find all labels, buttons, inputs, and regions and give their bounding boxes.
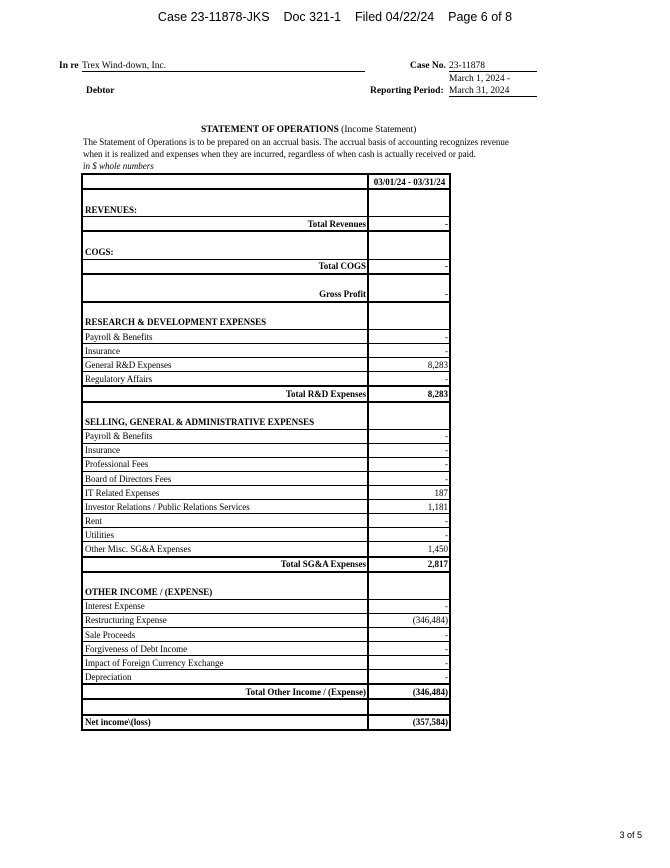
line-item-value: - xyxy=(368,514,450,528)
total-other-value: (346,484) xyxy=(368,684,450,699)
period-column-header: 03/01/24 - 03/31/24 xyxy=(368,174,450,189)
line-item-label: Investor Relations / Public Relations Services xyxy=(82,500,368,514)
table-row xyxy=(82,514,450,528)
statement-title-line xyxy=(83,124,583,136)
period-line-2: March 31, 2024 xyxy=(449,86,537,97)
line-item-value: - xyxy=(368,471,450,485)
revenues-heading-row xyxy=(82,203,450,217)
table-row xyxy=(82,471,450,485)
other-heading: OTHER INCOME / (EXPENSE) xyxy=(82,586,368,600)
table-row xyxy=(82,542,450,557)
cogs-heading: COGS: xyxy=(82,245,368,259)
in-re-label: In re xyxy=(59,61,79,71)
line-item-value: - xyxy=(368,628,450,642)
reporting-period-label: Reporting Period: xyxy=(370,86,444,96)
cogs-heading-row xyxy=(82,245,450,259)
net-income-label: Net income\(loss) xyxy=(82,715,368,730)
description-line-1: The Statement of Operations is to be prepared on an accrual basis. The accrual basis of accounting recognizes revenue xyxy=(83,137,509,147)
revenues-heading: REVENUES: xyxy=(82,203,368,217)
line-item-value: - xyxy=(368,599,450,613)
line-item-label: Interest Expense xyxy=(82,599,368,613)
line-item-value: - xyxy=(368,429,450,443)
total-revenues-value: - xyxy=(368,217,450,232)
total-sga-value: 2,817 xyxy=(368,557,450,572)
line-item-label: General R&D Expenses xyxy=(82,358,368,372)
total-rd-value: 8,283 xyxy=(368,386,450,401)
line-item-value: - xyxy=(368,656,450,670)
description-line-2: when it is realized and expenses when they are incurred, regardless of when cash is actually received or paid. xyxy=(83,149,476,159)
statement-table xyxy=(81,173,451,731)
units-note: in $ whole numbers xyxy=(83,161,154,171)
line-item-label: Payroll & Benefits xyxy=(82,330,368,344)
line-item-label: Sale Proceeds xyxy=(82,628,368,642)
total-rd-row xyxy=(82,386,450,401)
gross-profit-value: - xyxy=(368,288,450,302)
table-row xyxy=(82,670,450,685)
line-item-value: - xyxy=(368,528,450,542)
line-item-value: - xyxy=(368,330,450,344)
table-row xyxy=(82,443,450,457)
table-row xyxy=(82,372,450,387)
table-row xyxy=(82,457,450,471)
sga-heading-row xyxy=(82,416,450,430)
table-row xyxy=(82,656,450,670)
table-row xyxy=(82,330,450,344)
line-item-value: (346,484) xyxy=(368,613,450,627)
statement-subtitle: (Income Statement) xyxy=(341,125,417,135)
net-income-row xyxy=(82,715,450,730)
line-item-label: Rent xyxy=(82,514,368,528)
line-item-label: Restructuring Expense xyxy=(82,613,368,627)
case-no-label: Case No. xyxy=(410,61,446,71)
total-other-label: Total Other Income / (Expense) xyxy=(82,684,368,699)
table-row xyxy=(82,344,450,358)
table-row xyxy=(82,429,450,443)
line-item-value: 1,450 xyxy=(368,542,450,557)
line-item-label: IT Related Expenses xyxy=(82,486,368,500)
table-row xyxy=(82,642,450,656)
line-item-label: Forgiveness of Debt Income xyxy=(82,642,368,656)
line-item-label: Impact of Foreign Currency Exchange xyxy=(82,656,368,670)
sga-heading: SELLING, GENERAL & ADMINISTRATIVE EXPENSES xyxy=(82,416,368,430)
line-item-label: Professional Fees xyxy=(82,457,368,471)
debtor-name: Trex Wind-down, Inc. xyxy=(82,61,365,72)
gross-profit-row xyxy=(82,288,450,302)
gross-profit-label: Gross Profit xyxy=(82,288,368,302)
case-no-value: 23-11878 xyxy=(449,61,537,72)
total-cogs-label: Total COGS xyxy=(82,259,368,274)
line-item-value: - xyxy=(368,642,450,656)
rd-heading-row xyxy=(82,316,450,330)
line-item-label: Regulatory Affairs xyxy=(82,372,368,387)
court-filing-header: Case 23-11878-JKS Doc 321-1 Filed 04/22/24 Page 6 of 8 xyxy=(157,10,513,24)
statement-title: STATEMENT OF OPERATIONS xyxy=(201,125,339,135)
line-item-label: Payroll & Benefits xyxy=(82,429,368,443)
line-item-value: - xyxy=(368,344,450,358)
total-sga-row xyxy=(82,557,450,572)
table-row xyxy=(82,528,450,542)
line-item-value: 187 xyxy=(368,486,450,500)
line-item-label: Depreciation xyxy=(82,670,368,685)
net-income-value: (357,584) xyxy=(368,715,450,730)
period-line-1: March 1, 2024 - xyxy=(449,74,511,84)
total-cogs-row xyxy=(82,259,450,274)
line-item-value: - xyxy=(368,372,450,387)
line-item-label: Other Misc. SG&A Expenses xyxy=(82,542,368,557)
table-row xyxy=(82,628,450,642)
line-item-value: 8,283 xyxy=(368,358,450,372)
total-other-row xyxy=(82,684,450,699)
total-cogs-value: - xyxy=(368,259,450,274)
statement-intro xyxy=(83,124,583,172)
line-item-label: Insurance xyxy=(82,344,368,358)
table-row xyxy=(82,613,450,627)
line-item-value: - xyxy=(368,443,450,457)
total-rd-label: Total R&D Expenses xyxy=(82,386,368,401)
total-revenues-row xyxy=(82,217,450,232)
table-row xyxy=(82,599,450,613)
line-item-label: Insurance xyxy=(82,443,368,457)
table-row xyxy=(82,486,450,500)
total-sga-label: Total SG&A Expenses xyxy=(82,557,368,572)
other-heading-row xyxy=(82,586,450,600)
table-row xyxy=(82,358,450,372)
total-revenues-label: Total Revenues xyxy=(82,217,368,232)
table-header-row xyxy=(82,174,450,189)
line-item-value: - xyxy=(368,457,450,471)
debtor-label: Debtor xyxy=(86,86,115,96)
line-item-label: Utilities xyxy=(82,528,368,542)
line-item-value: 1,181 xyxy=(368,500,450,514)
line-item-value: - xyxy=(368,670,450,685)
page-footer-number: 3 of 5 xyxy=(619,830,642,840)
table-row xyxy=(82,500,450,514)
rd-heading: RESEARCH & DEVELOPMENT EXPENSES xyxy=(82,316,368,330)
line-item-label: Board of Directors Fees xyxy=(82,471,368,485)
